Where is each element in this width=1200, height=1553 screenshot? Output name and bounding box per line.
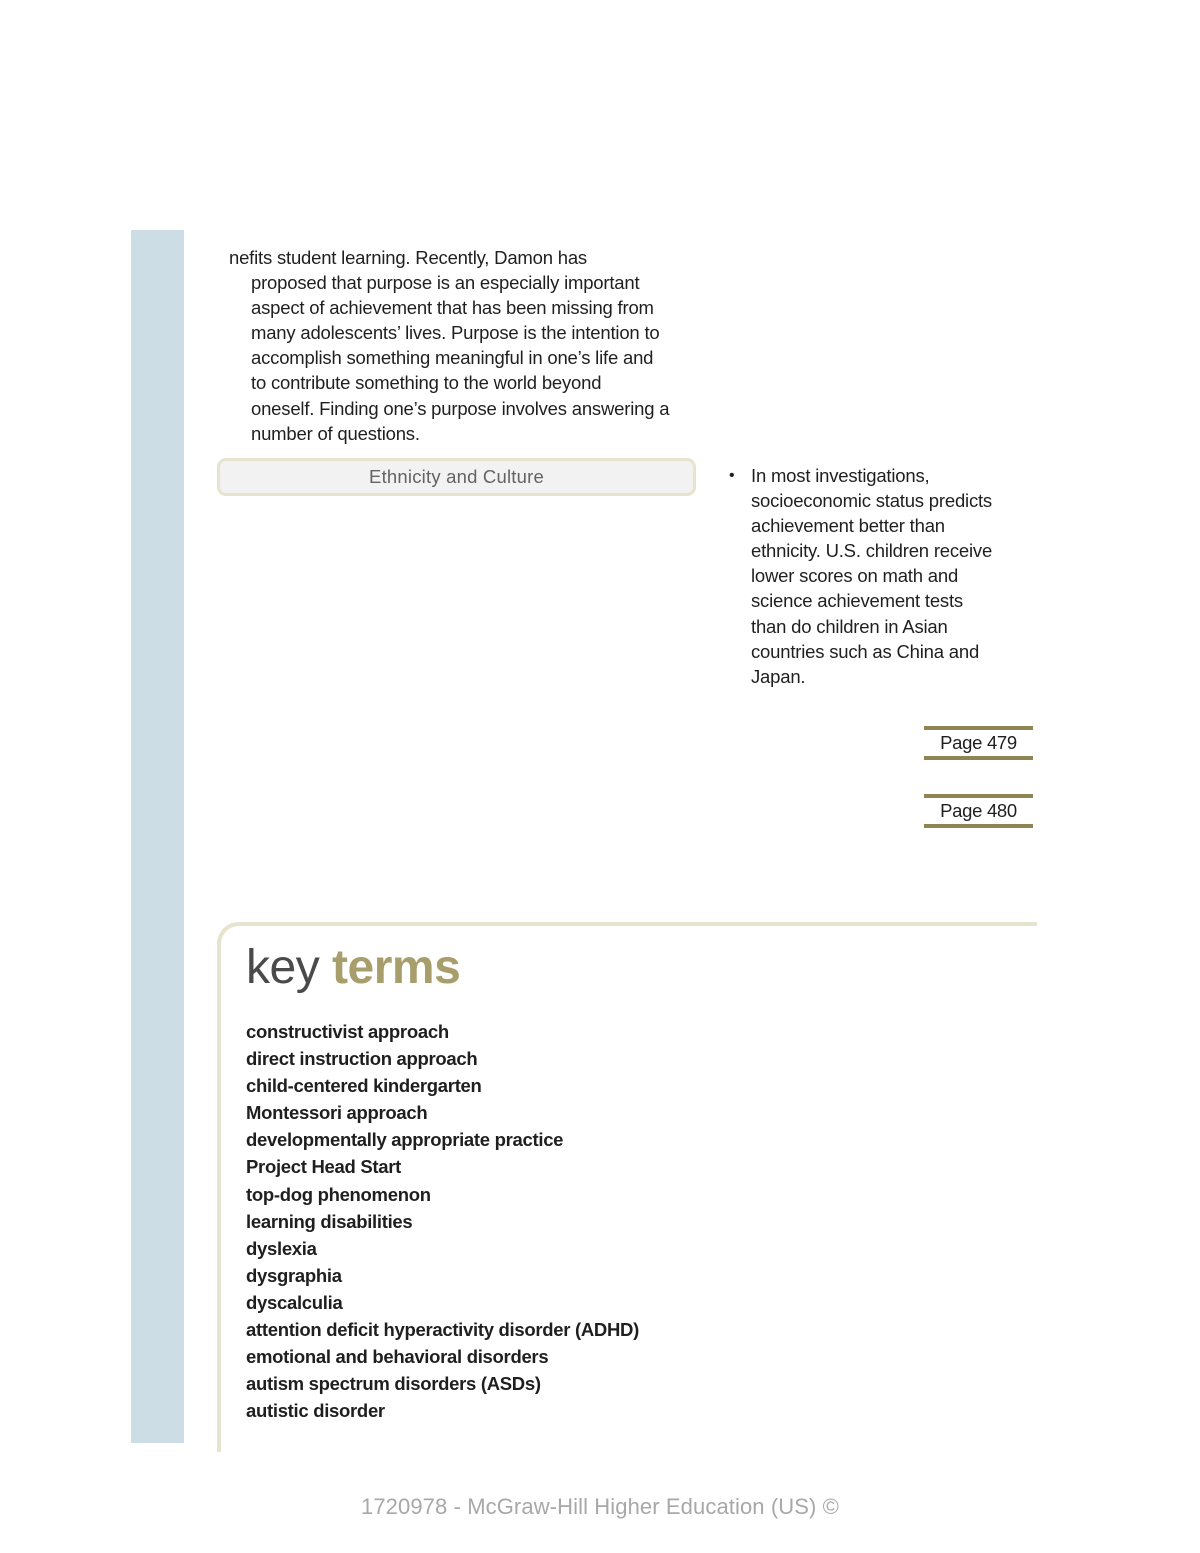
paragraph-line: aspect of achievement that has been missing from xyxy=(251,297,654,319)
section-heading-ethnicity-culture: Ethnicity and Culture xyxy=(217,458,696,496)
key-term: dyslexia xyxy=(246,1237,317,1259)
key-term: Project Head Start xyxy=(246,1156,401,1178)
page-marker-479: Page 479 xyxy=(924,726,1033,760)
bullet-line: than do children in Asian xyxy=(751,615,948,637)
key-term: dyscalculia xyxy=(246,1291,343,1313)
key-terms-title xyxy=(246,938,460,998)
key-term: top-dog phenomenon xyxy=(246,1183,431,1205)
intro-paragraph xyxy=(229,245,729,446)
key-term: developmentally appropriate practice xyxy=(246,1129,564,1151)
bullet-line: ethnicity. U.S. children receive xyxy=(751,540,993,562)
bullet-marker: • xyxy=(729,467,735,484)
paragraph-line: accomplish something meaningful in one’s life and xyxy=(251,347,654,369)
key-term: autism spectrum disorders (ASDs) xyxy=(246,1373,541,1395)
paragraph-line: number of questions. xyxy=(251,422,420,444)
side-band xyxy=(131,230,184,1443)
paragraph-line: oneself. Finding one’s purpose involves answering a xyxy=(251,397,670,419)
key-term: dysgraphia xyxy=(246,1264,342,1286)
key-terms-title-part1: key xyxy=(246,941,320,994)
key-term: emotional and behavioral disorders xyxy=(246,1346,549,1368)
page-marker-480: Page 480 xyxy=(924,794,1033,828)
paragraph-line: to contribute something to the world beyond xyxy=(251,372,602,394)
bullet-line: science achievement tests xyxy=(751,590,963,612)
paragraph-line: many adolescents’ lives. Purpose is the intention to xyxy=(251,322,660,344)
key-term: learning disabilities xyxy=(246,1210,413,1232)
key-term: Montessori approach xyxy=(246,1102,428,1124)
bullet-line: lower scores on math and xyxy=(751,565,959,587)
footer-copyright: 1720978 - McGraw-Hill Higher Education (US) © xyxy=(361,1494,839,1519)
bullet-line: socioeconomic status predicts xyxy=(751,490,992,512)
bullet-line: In most investigations, xyxy=(751,465,930,486)
key-terms-list xyxy=(246,1018,639,1424)
key-term: constructivist approach xyxy=(246,1021,449,1042)
key-term: direct instruction approach xyxy=(246,1048,478,1070)
bullet-line: Japan. xyxy=(751,665,806,687)
bullet-summary xyxy=(729,463,1039,689)
bullet-line: achievement better than xyxy=(751,515,945,537)
paragraph-line: proposed that purpose is an especially important xyxy=(251,272,640,294)
key-term: child-centered kindergarten xyxy=(246,1075,482,1097)
key-term: attention deficit hyperactivity disorder (ADHD) xyxy=(246,1319,639,1341)
bullet-line: countries such as China and xyxy=(751,640,980,662)
key-term: autistic disorder xyxy=(246,1400,385,1422)
key-terms-title-part2: terms xyxy=(332,941,461,994)
paragraph-line: nefits student learning. Recently, Damon has xyxy=(229,247,587,268)
